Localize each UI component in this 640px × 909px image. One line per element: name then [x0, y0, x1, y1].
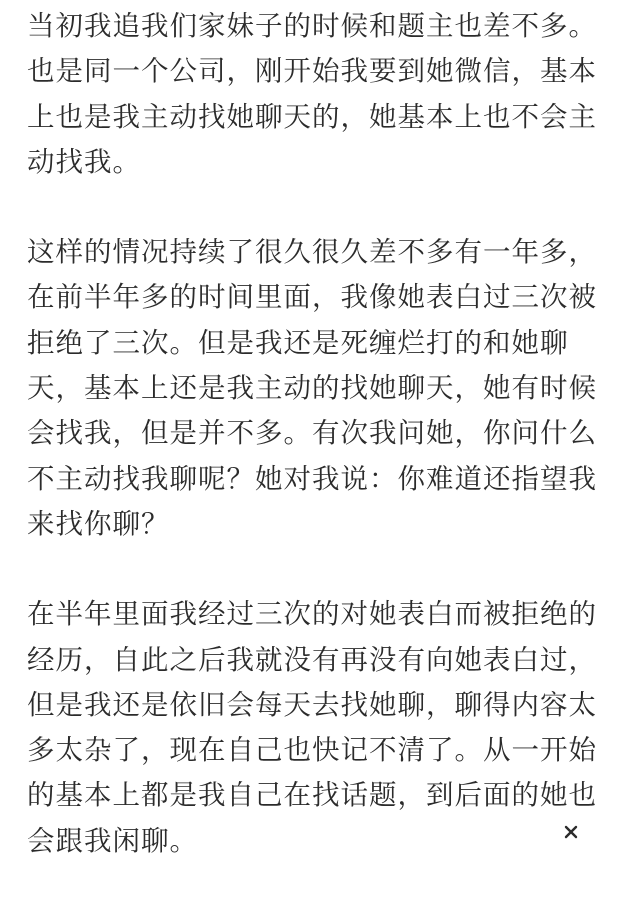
paragraph-1 [27, 4, 627, 185]
text-line: 动找我。 [27, 145, 141, 178]
text-line: 多太杂了，现在自己也快记不清了。从一开始 [27, 734, 597, 767]
text-line: 天，基本上还是我主动的找她聊天，她有时候 [27, 372, 597, 405]
text-line: 但是我还是依旧会每天去找她聊，聊得内容太 [27, 688, 597, 721]
article-body [27, 4, 627, 909]
text-line: 上也是我主动找她聊天的，她基本上也不会主 [27, 100, 597, 133]
text-line: 会找我，但是并不多。有次我问她，你问什么 [27, 417, 597, 450]
text-line: 在前半年多的时间里面，我像她表白过三次被 [27, 281, 597, 314]
text-line: 来找你聊？ [27, 507, 170, 540]
paragraph-2 [27, 230, 627, 547]
text-line: 在半年里面我经过三次的对她表白而被拒绝的 [27, 598, 597, 631]
text-line: 的基本上都是我自己在找话题，到后面的她也 [27, 779, 597, 812]
text-line: 会跟我闲聊。 [27, 824, 198, 857]
text-line: 当初我追我们家妹子的时候和题主也差不多。 [27, 10, 597, 42]
paragraph-3 [27, 592, 627, 864]
text-line: 经历，自此之后我就没有再没有向她表白过， [27, 643, 597, 676]
text-line: 不主动找我聊呢？她对我说：你难道还指望我 [27, 462, 597, 495]
text-line: 这样的情况持续了很久很久差不多有一年多， [27, 236, 597, 269]
text-line: 也是同一个公司，刚开始我要到她微信，基本 [27, 55, 597, 88]
text-line: 拒绝了三次。但是我还是死缠烂打的和她聊 [27, 326, 569, 359]
